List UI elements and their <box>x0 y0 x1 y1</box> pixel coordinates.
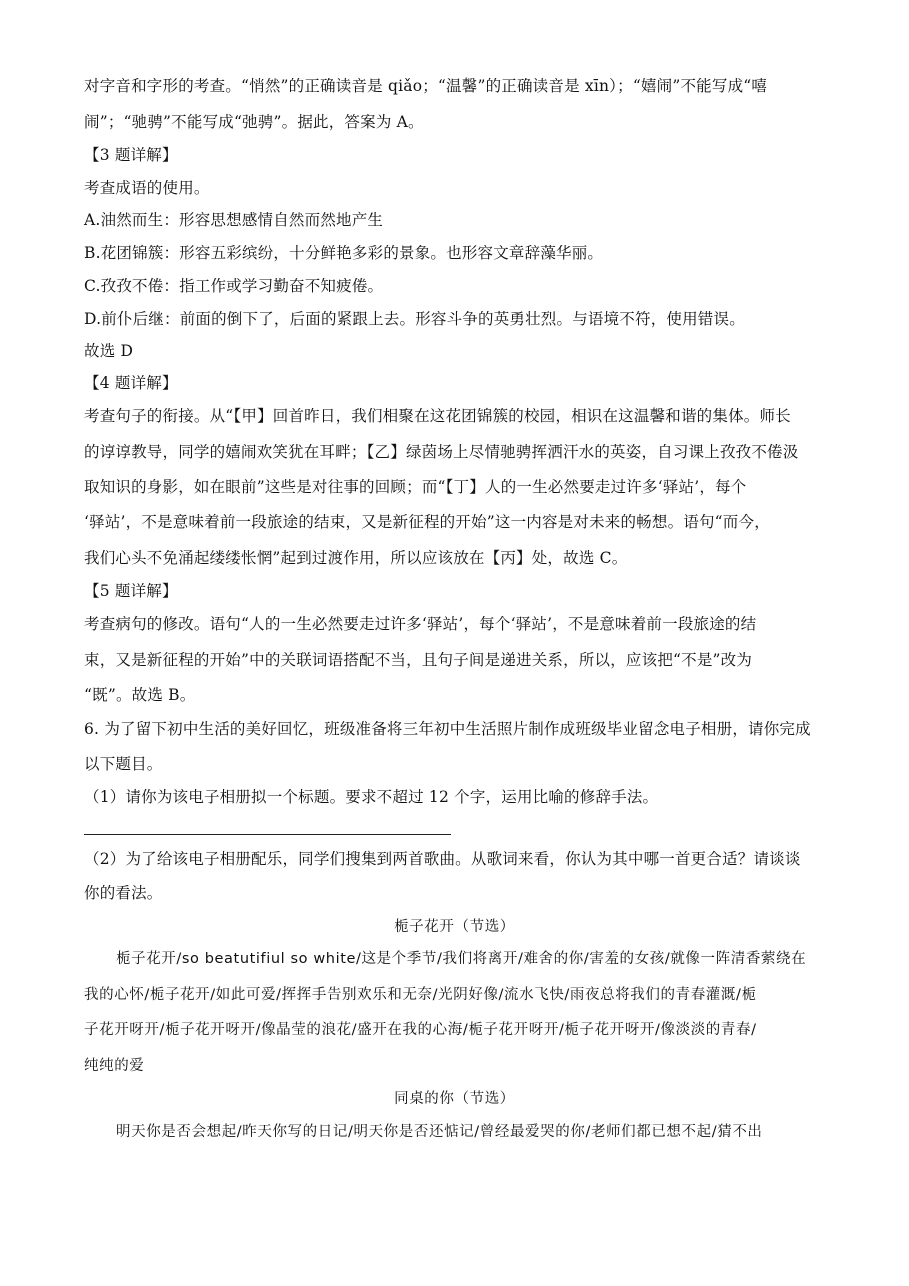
text-line: 闹”；“驰骋”不能写成“弛骋”。据此，答案为 A。 <box>84 113 424 131</box>
song-title: 同桌的你（节选） <box>394 1091 515 1107</box>
text-line: 考查病句的修改。语句“人的一生必然要走过许多‘驿站’，每个‘驿站’，不是意味着前一段旅途的结 <box>84 615 757 633</box>
text-line: 对字音和字形的考查。“悄然”的正确读音是 qiǎo；“温馨”的正确读音是 xīn）；“嬉闹”不能写成“嘻 <box>84 77 768 95</box>
question-text: （2）为了给该电子相册配乐，同学们搜集到两首歌曲。从歌词来看，你认为其中哪一首更合适？请谈谈 <box>84 850 801 868</box>
question-text: 你的看法。 <box>84 884 163 902</box>
text-line: 考查成语的使用。 <box>84 179 210 197</box>
text-line: ‘驿站’，不是意味着前一段旅途的结束，又是新征程的开始”这一内容是对未来的畅想。语句“而今， <box>84 513 770 531</box>
text-line: C.孜孜不倦：指工作或学习勤奋不知疲倦。 <box>84 277 384 295</box>
text-line: D.前仆后继：前面的倒下了，后面的紧跟上去。形容斗争的英勇壮烈。与语境不符，使用错误。 <box>84 310 745 328</box>
text-line: 的谆谆教导，同学的嬉闹欢笑犹在耳畔；【乙】绿茵场上尽情驰骋挥洒汗水的英姿，自习课上孜孜不倦汲 <box>84 443 799 461</box>
text-line: 考查句子的衔接。从“【甲】回首昨日，我们相聚在这花团锦簇的校园，相识在这温馨和谐的集体。师长 <box>84 407 791 425</box>
lyric-line: 我的心怀/栀子花开/如此可爱/挥挥手告别欢乐和无奈/光阴好像/流水飞快/雨夜总将我们的青春灌溉/栀 <box>84 987 757 1003</box>
lyric-line: 子花开呀开/栀子花开呀开/像晶莹的浪花/盛开在我的心海/栀子花开呀开/栀子花开呀开/像淡淡的青春/ <box>84 1022 757 1038</box>
text-line: “既”。故选 B。 <box>84 686 196 704</box>
text-line: B.花团锦簇：形容五彩缤纷，十分鲜艳多彩的景象。也形容文章辞藻华丽。 <box>84 244 604 262</box>
text-line: 故选 D <box>84 342 134 360</box>
section-heading: 【5 题详解】 <box>84 582 178 600</box>
answer-blank-line <box>84 834 451 835</box>
text-line: 我们心头不免涌起缕缕怅惘”起到过渡作用，所以应该放在【丙】处，故选 C。 <box>84 549 628 567</box>
section-heading: 【3 题详解】 <box>84 146 178 164</box>
question-text: 6. 为了留下初中生活的美好回忆，班级准备将三年初中生活照片制作成班级毕业留念电子相册，请你完成 <box>84 720 811 738</box>
question-text: 以下题目。 <box>84 755 163 773</box>
lyric-line: 纯纯的爱 <box>84 1058 145 1074</box>
text-line: 取知识的身影，如在眼前”这些是对往事的回顾；而“【丁】人的一生必然要走过许多‘驿站’，每个 <box>84 478 747 496</box>
song-title: 栀子花开（节选） <box>394 919 515 935</box>
lyric-line: 明天你是否会想起/昨天你写的日记/明天你是否还惦记/曾经最爱哭的你/老师们都已想不起/猜不出 <box>116 1124 763 1140</box>
lyric-line: 栀子花开/so beatutifiul so white/这是个季节/我们将离开/难舍的你/害羞的女孩/就像一阵清香萦绕在 <box>116 951 807 967</box>
question-text: （1）请你为该电子相册拟一个标题。要求不超过 12 个字，运用比喻的修辞手法。 <box>84 788 659 806</box>
text-line: A.油然而生：形容思想感情自然而然地产生 <box>84 211 384 229</box>
text-line: 束，又是新征程的开始”中的关联词语搭配不当，且句子间是递进关系，所以，应该把“不是”改为 <box>84 651 753 669</box>
section-heading: 【4 题详解】 <box>84 374 178 392</box>
